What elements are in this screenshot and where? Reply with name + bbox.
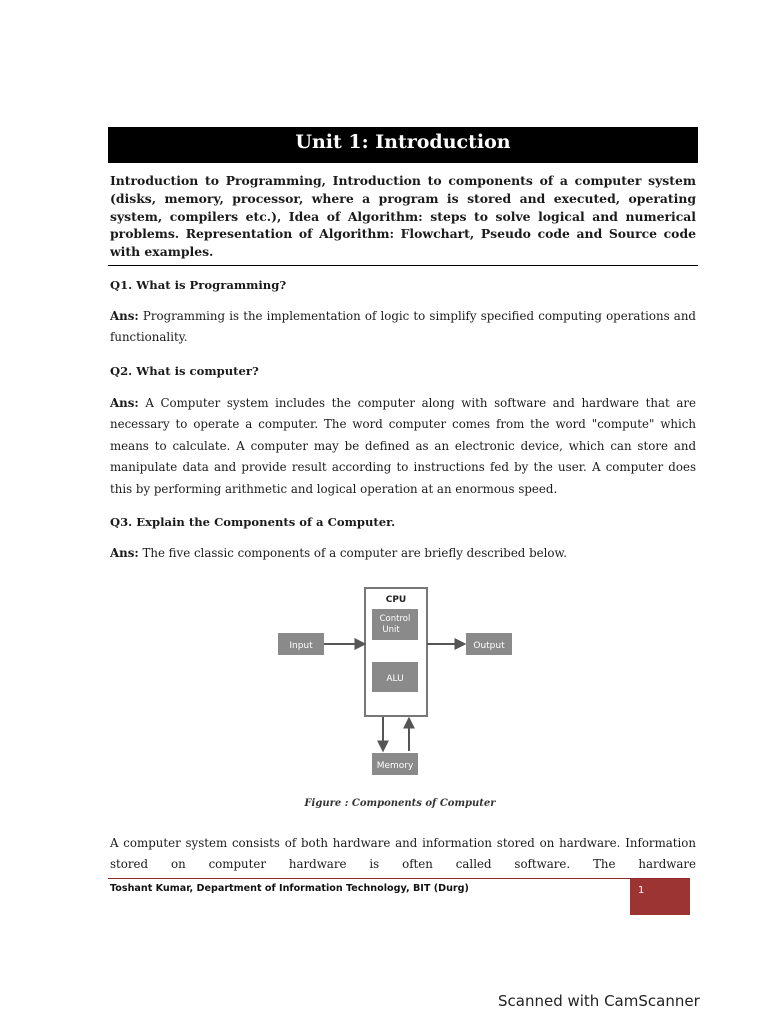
answer-2-text: A Computer system includes the computer along with software and hardware that are necessary to operate a computer. The word computer comes from the word "compute" which means to calculate. A computer may be defined as an electronic device, which can store and manipulate data and provide result according to instructions fed by the user. A computer does this by performing arithmetic and logical operation at an enormous speed. bbox=[110, 396, 696, 496]
answer-2 bbox=[110, 393, 696, 500]
answer-label: Ans: bbox=[110, 546, 139, 560]
control-unit-label-1: Control bbox=[379, 614, 411, 624]
answer-3-text: The five classic components of a computer are briefly described below. bbox=[138, 546, 567, 560]
figure-caption: Figure : Components of Computer bbox=[304, 798, 496, 809]
memory-label: Memory bbox=[376, 761, 414, 771]
answer-label: Ans: bbox=[110, 309, 139, 323]
section-divider bbox=[108, 265, 698, 266]
answer-3 bbox=[110, 543, 696, 564]
body-paragraph: A computer system consists of both hardware and information stored on hardware. Information stored on computer hardware is often called software. The hardware bbox=[110, 836, 696, 872]
question-1: Q1. What is Programming? bbox=[110, 278, 287, 292]
answer-label: Ans: bbox=[110, 396, 139, 410]
question-3: Q3. Explain the Components of a Computer. bbox=[110, 515, 396, 529]
output-label: Output bbox=[473, 641, 505, 651]
footer-author: Toshant Kumar, Department of Information Technology, BIT (Durg) bbox=[110, 883, 469, 894]
footer-divider bbox=[108, 878, 690, 879]
question-2: Q2. What is computer? bbox=[110, 364, 259, 378]
answer-1-text: Programming is the implementation of logic to simplify specified computing operations and functionality. bbox=[110, 309, 696, 345]
computer-components-diagram bbox=[270, 582, 520, 782]
cpu-box bbox=[365, 588, 427, 716]
alu-label: ALU bbox=[386, 674, 404, 684]
input-label: Input bbox=[289, 641, 313, 651]
control-unit-label-2: Unit bbox=[382, 625, 400, 635]
answer-1 bbox=[110, 306, 696, 349]
syllabus-paragraph: Introduction to Programming, Introduction to components of a computer system (disks, memory, processor, where a program is stored and executed, operating system, compilers etc.), Idea of Algorithm: steps to solve logical and numerical problems. Representation of Algorithm: Flowchart, Pseudo code and Source code with examples. bbox=[110, 173, 696, 260]
scanner-watermark: Scanned with CamScanner bbox=[498, 992, 700, 1010]
unit-title: Unit 1: Introduction bbox=[108, 127, 698, 163]
cpu-label: CPU bbox=[385, 595, 407, 605]
page-number: 1 bbox=[630, 879, 690, 915]
